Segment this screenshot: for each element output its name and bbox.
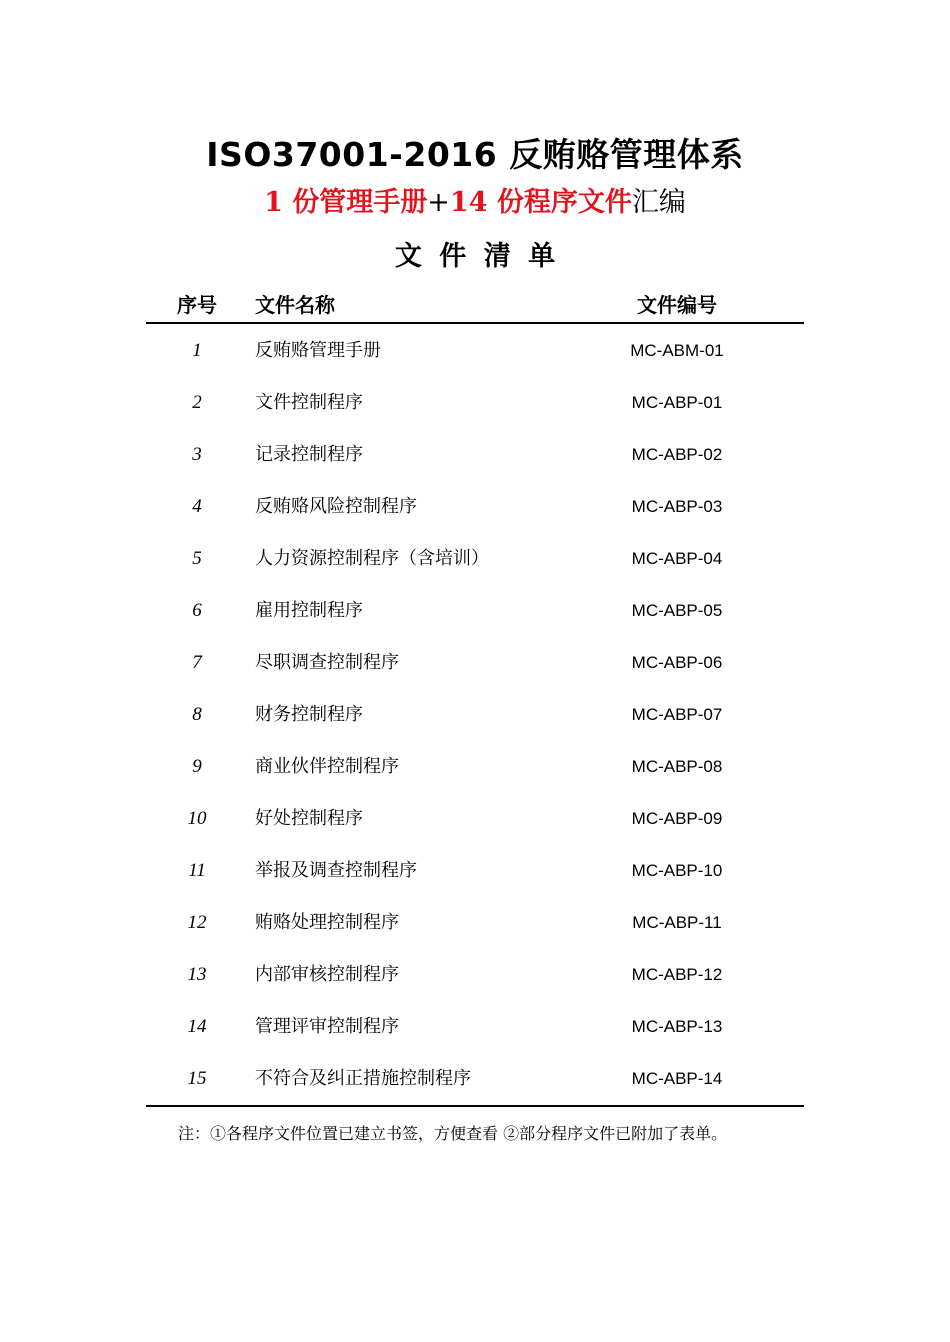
header-file-code: 文件编号 [637,293,717,317]
row-file-name: 举报及调查控制程序 [255,860,417,881]
table-row [0,1001,950,1053]
header-file-name: 文件名称 [255,293,335,317]
row-file-code: MC-ABP-12 [631,965,723,984]
row-file-code: MC-ABP-14 [631,1069,723,1088]
table-row [0,1053,950,1105]
table-header [0,288,950,322]
row-file-name: 文件控制程序 [255,392,363,413]
row-file-name: 商业伙伴控制程序 [255,756,399,777]
row-file-name: 不符合及纠正措施控制程序 [255,1068,471,1089]
row-file-code: MC-ABP-04 [631,549,723,568]
row-file-name: 管理评审控制程序 [255,1016,399,1037]
table-row [0,585,950,637]
row-number: 9 [192,756,202,777]
row-file-name: 内部审核控制程序 [255,964,399,985]
table-row [0,741,950,793]
row-file-code: MC-ABP-09 [631,809,723,828]
table-row [0,325,950,377]
row-file-name: 好处控制程序 [255,808,363,829]
table-row [0,533,950,585]
header-number: 序号 [177,293,217,317]
table-row [0,429,950,481]
row-number: 6 [192,600,202,621]
row-file-name: 反贿赂风险控制程序 [255,496,417,517]
row-file-code: MC-ABP-11 [632,913,722,932]
table-row [0,949,950,1001]
document-subtitle [0,184,950,222]
document-title: ISO37001-2016 反贿赂管理体系 [206,135,744,174]
table-row [0,377,950,429]
row-number: 3 [192,444,202,465]
header-rule [146,322,804,324]
row-file-code: MC-ABP-01 [631,393,723,412]
row-file-code: MC-ABM-01 [630,341,724,360]
row-file-name: 尽职调查控制程序 [255,652,399,673]
row-file-code: MC-ABP-06 [631,653,723,672]
row-number: 11 [188,860,206,881]
row-file-code: MC-ABP-08 [631,757,723,776]
row-file-code: MC-ABP-07 [631,705,723,724]
row-number: 4 [192,496,202,517]
subtitle-segment: + [427,187,450,218]
row-file-name: 财务控制程序 [255,704,363,725]
row-file-code: MC-ABP-02 [631,445,723,464]
row-number: 14 [187,1016,207,1037]
table-body [0,325,950,1105]
row-file-code: MC-ABP-05 [631,601,723,620]
row-number: 5 [192,548,202,569]
subtitle-segment: 14 份程序文件 [449,187,632,218]
row-file-name: 贿赂处理控制程序 [255,912,399,933]
row-number: 7 [192,652,202,673]
row-number: 2 [192,392,202,413]
table-row [0,897,950,949]
table-row [0,481,950,533]
list-title: 文 件 清 单 [394,241,560,272]
row-number: 13 [187,964,207,985]
row-file-name: 雇用控制程序 [255,600,363,621]
subtitle-segment: 汇编 [631,187,686,218]
row-file-code: MC-ABP-13 [631,1017,723,1036]
row-number: 15 [187,1068,207,1089]
footnote: 注：①各程序文件位置已建立书签，方便查看 ②部分程序文件已附加了表单。 [178,1124,728,1143]
row-number: 12 [187,912,207,933]
table-row [0,793,950,845]
bottom-rule [146,1105,804,1107]
row-file-name: 记录控制程序 [255,444,363,465]
table-row [0,637,950,689]
table-row [0,845,950,897]
subtitle-segment: 1 份管理手册 [264,187,428,218]
row-number: 1 [192,340,202,361]
row-number: 8 [192,704,202,725]
table-row [0,689,950,741]
row-file-name: 人力资源控制程序（含培训） [255,548,489,569]
row-file-code: MC-ABP-10 [631,861,723,880]
row-file-name: 反贿赂管理手册 [255,340,381,361]
row-file-code: MC-ABP-03 [631,497,723,516]
row-number: 10 [187,808,207,829]
